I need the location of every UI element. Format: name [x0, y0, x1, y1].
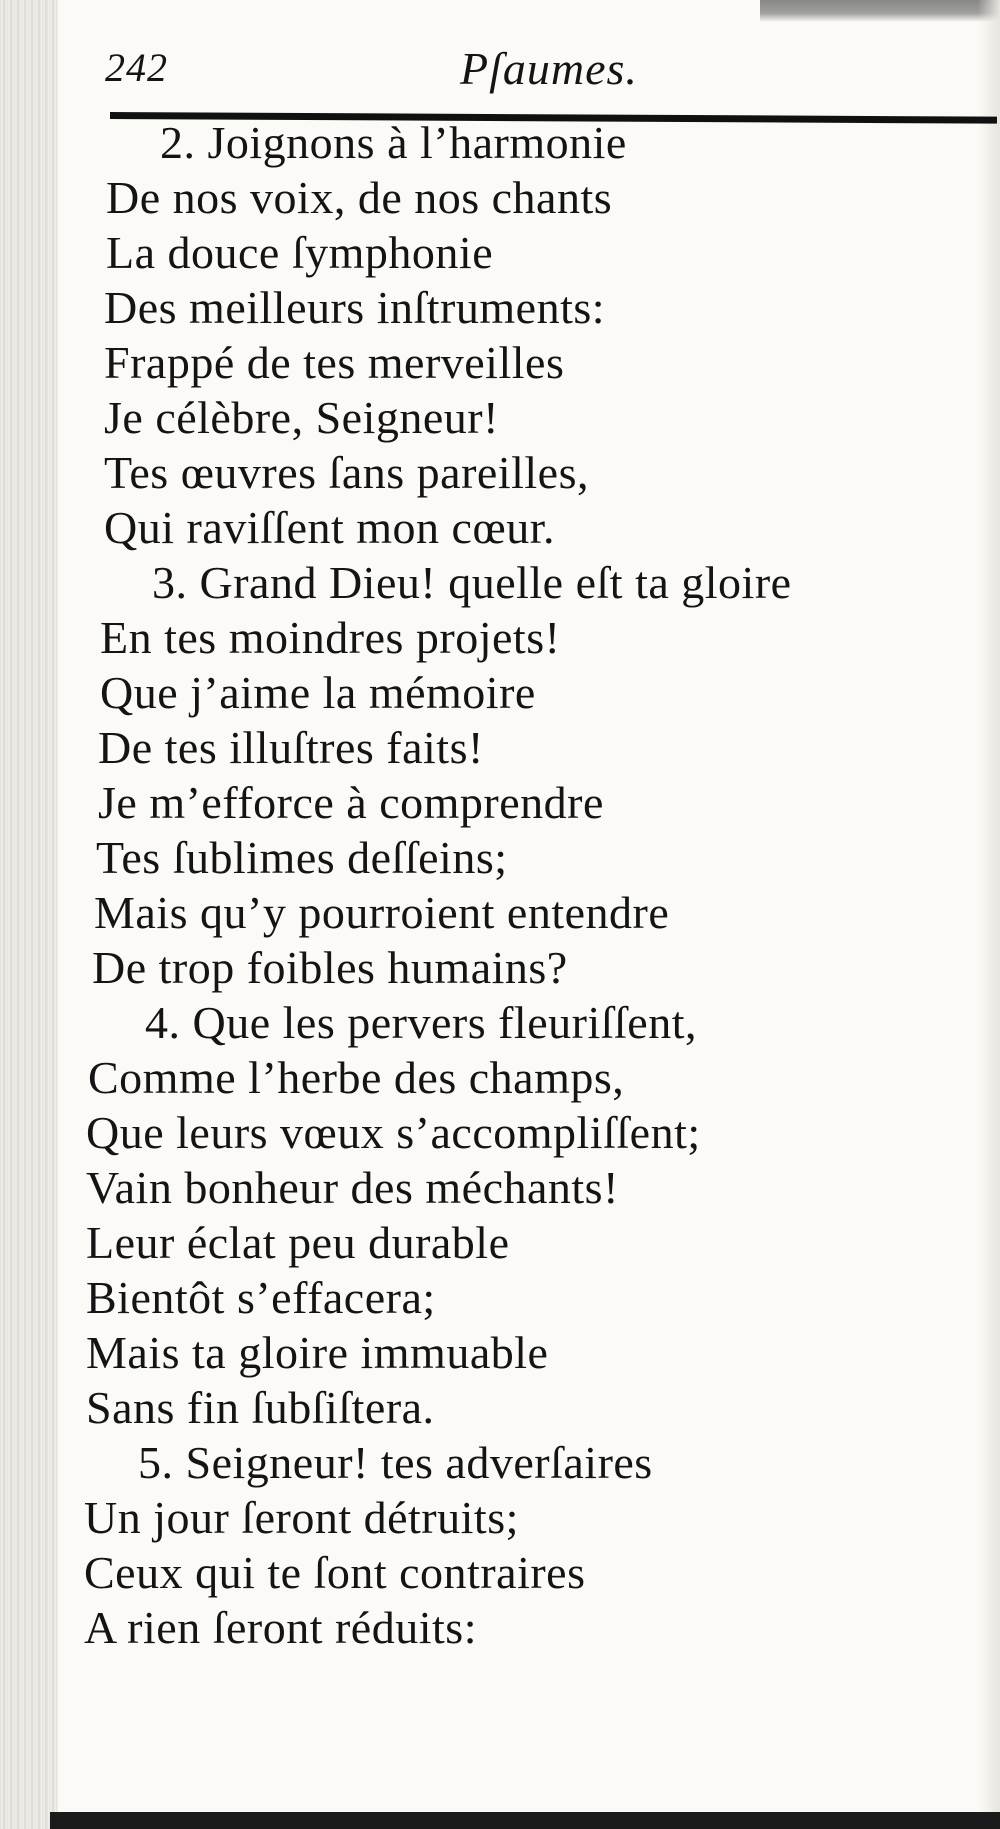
- verse-2-line-2: De nos voix, de nos chants: [106, 172, 613, 223]
- verse-3-line-1: 3. Grand Dieu! quelle eſt ta gloire: [152, 557, 792, 608]
- verse-2-line-5: Frappé de tes merveilles: [104, 337, 565, 388]
- scan-edge-bottom: [50, 1812, 1000, 1829]
- page-gutter: [0, 0, 58, 1829]
- verse-3-line-4: De tes illuſtres faits!: [98, 722, 484, 773]
- verse-3-line-6: Tes ſublimes deſſeins;: [96, 832, 508, 883]
- verse-2-line-7: Tes œuvres ſans pareilles,: [104, 447, 589, 498]
- page-number: 242: [105, 45, 168, 90]
- verse-2-line-3: La douce ſymphonie: [106, 227, 494, 278]
- verse-3-line-5: Je m’efforce à comprendre: [98, 777, 604, 828]
- verse-4-line-6: Bientôt s’effacera;: [86, 1272, 436, 1323]
- scan-edge-top: [760, 0, 1000, 22]
- verse-5-line-3: Ceux qui te ſont contraires: [84, 1547, 586, 1598]
- verse-3-line-7: Mais qu’y pourroient entendre: [94, 887, 670, 938]
- running-title: Pſaumes.: [460, 43, 638, 94]
- verse-3-line-8: De trop foibles humains?: [92, 942, 568, 993]
- verse-2-line-6: Je célèbre, Seigneur!: [104, 392, 499, 443]
- verse-5-line-2: Un jour ſeront détruits;: [84, 1492, 519, 1543]
- verse-2-line-1: 2. Joignons à l’harmonie: [160, 117, 627, 168]
- running-header: [105, 38, 1000, 98]
- verse-4-line-3: Que leurs vœux s’accompliſſent;: [86, 1107, 701, 1158]
- verse-4-line-1: 4. Que les pervers fleuriſſent,: [145, 997, 697, 1048]
- verse-4-line-4: Vain bonheur des méchants!: [86, 1162, 619, 1213]
- verse-3-line-3: Que j’aime la mémoire: [100, 667, 536, 718]
- verse-4-line-5: Leur éclat peu durable: [86, 1217, 510, 1268]
- verse-2-line-4: Des meilleurs inſtruments:: [104, 282, 606, 333]
- verse-4-line-8: Sans fin ſubſiſtera.: [86, 1382, 435, 1433]
- verse-5-line-1: 5. Seigneur! tes adverſaires: [138, 1437, 653, 1488]
- verse-2-line-8: Qui raviſſent mon cœur.: [104, 502, 555, 553]
- verse-4-line-7: Mais ta gloire immuable: [86, 1327, 549, 1378]
- scan-edge-right: [978, 0, 1000, 1829]
- verse-5-line-4: A rien ſeront réduits:: [84, 1602, 477, 1653]
- verse-3-line-2: En tes moindres projets!: [100, 612, 561, 663]
- verse-4-line-2: Comme l’herbe des champs,: [88, 1052, 625, 1103]
